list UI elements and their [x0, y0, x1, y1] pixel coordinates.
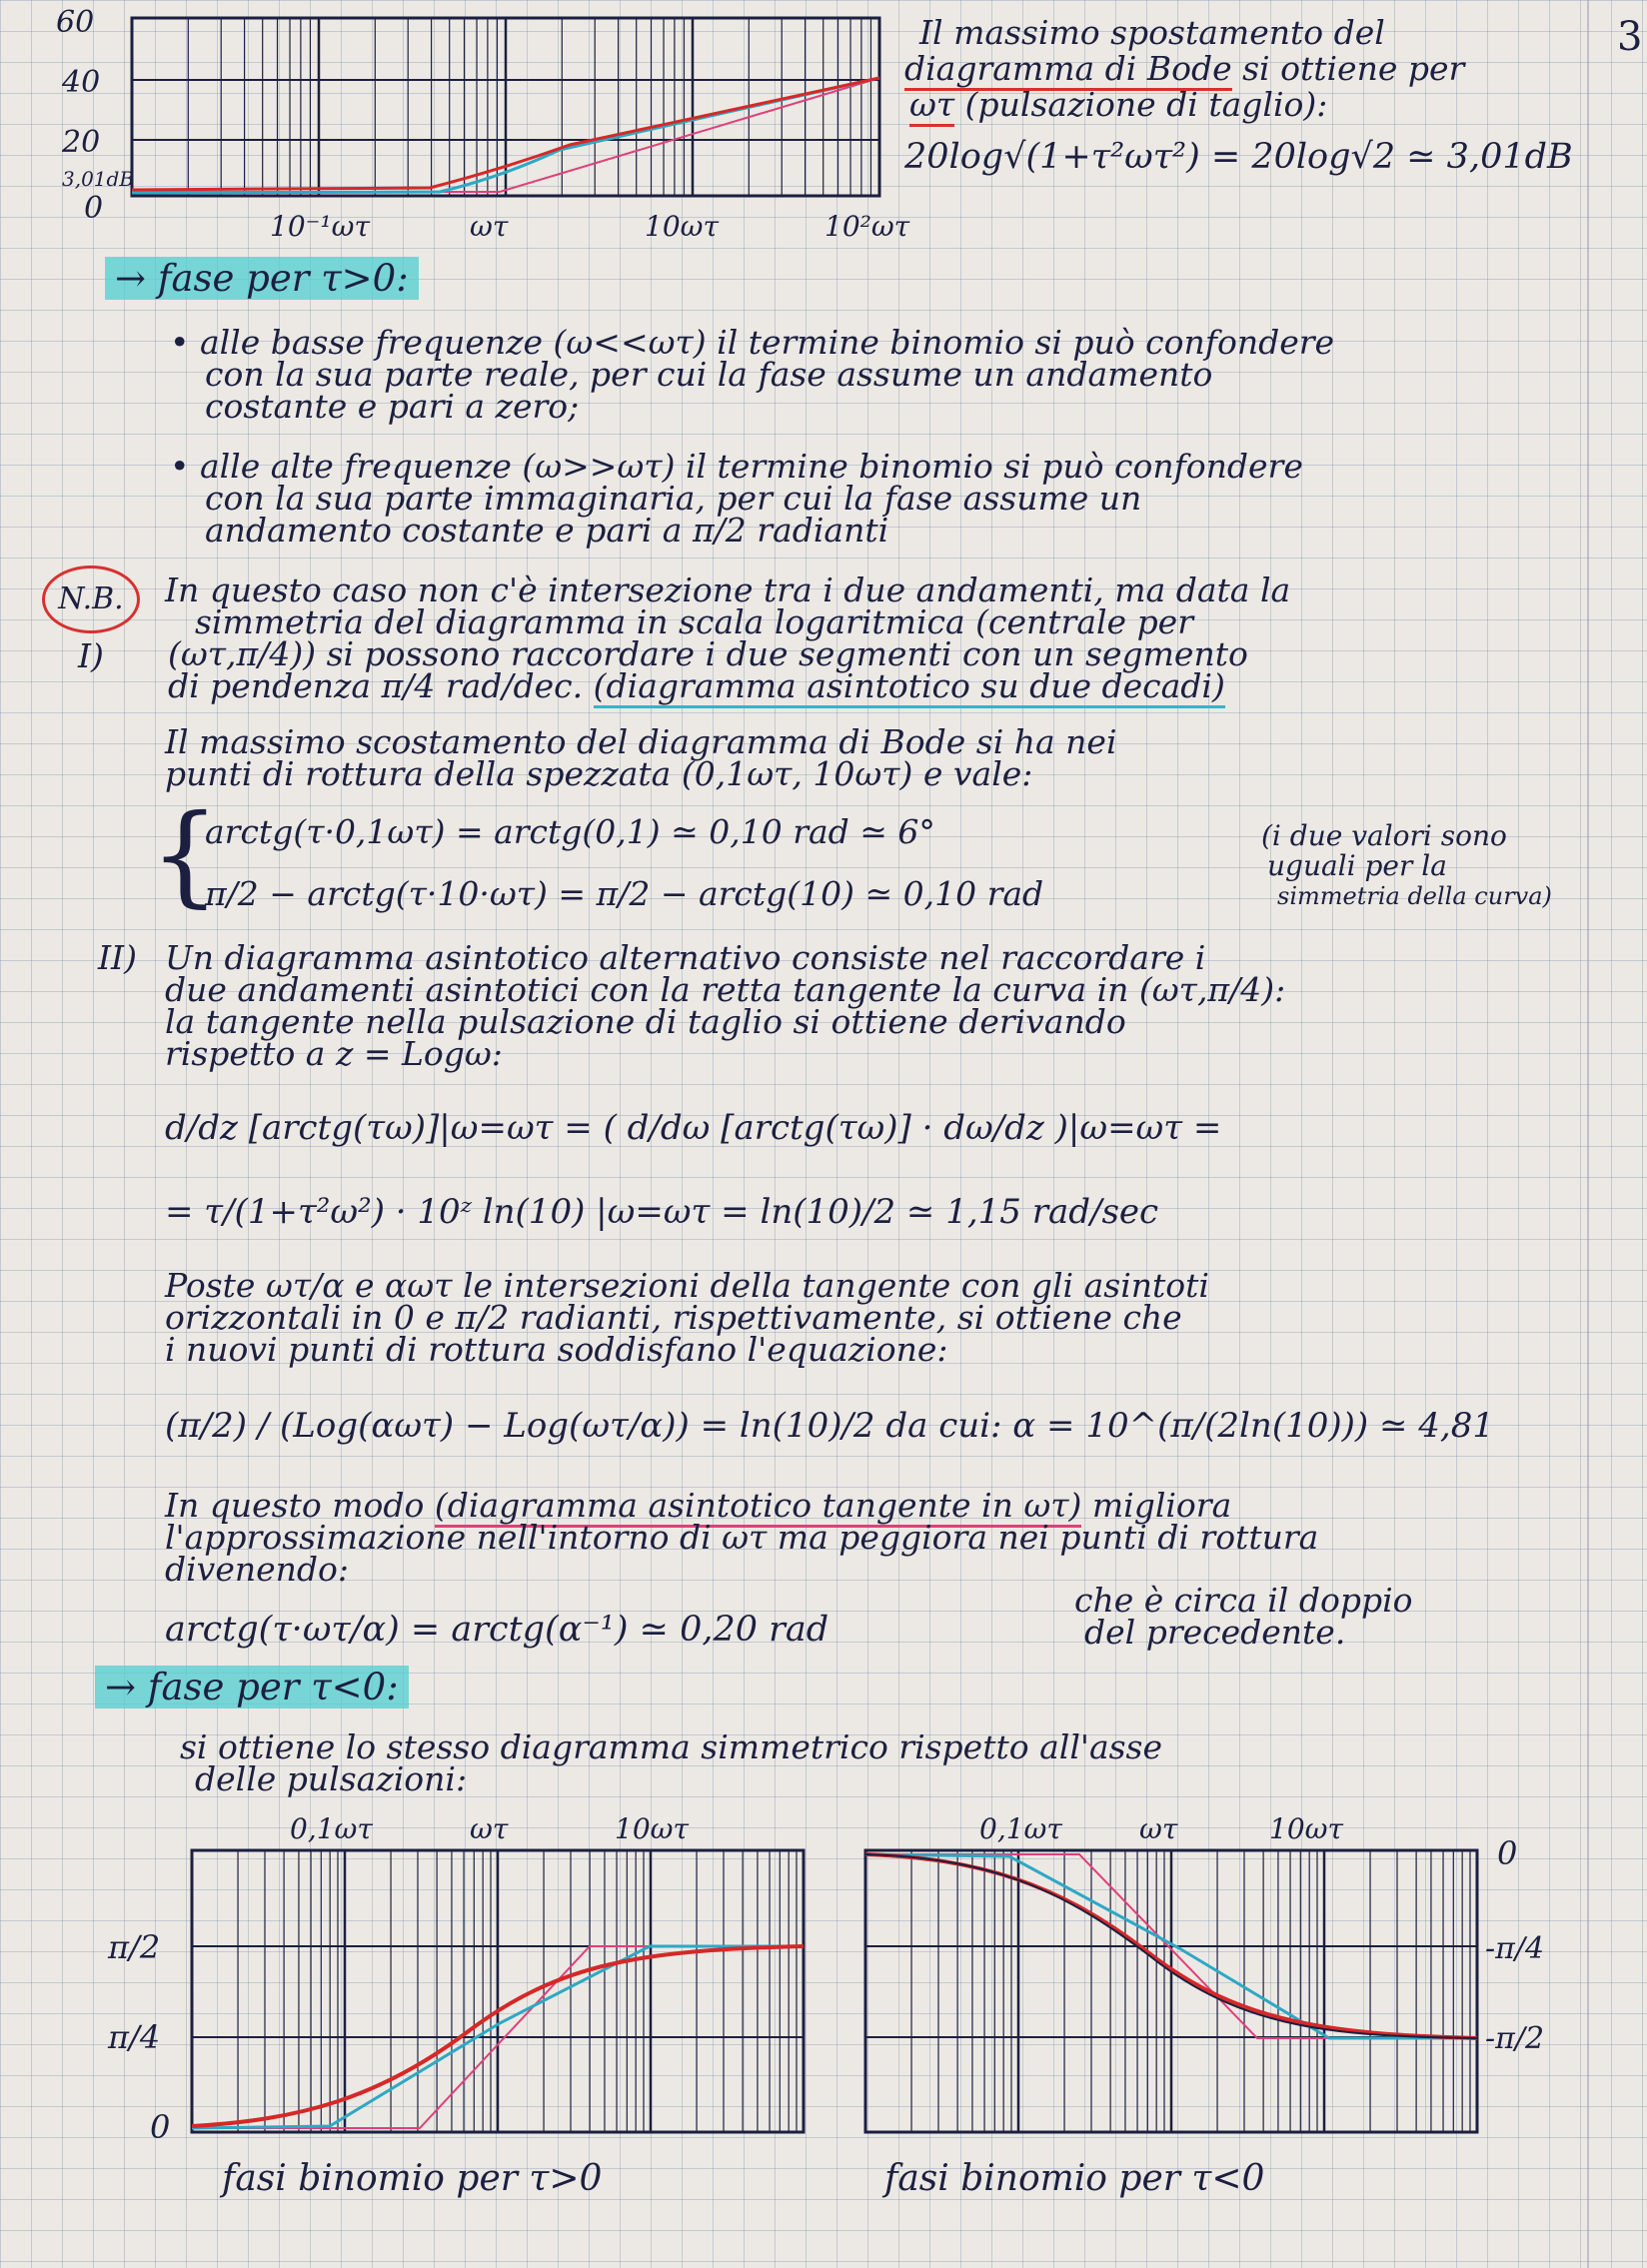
left-x-tick-10: 10ωτ [615, 1812, 689, 1845]
nb-line2: simmetria del diagramma in scala logaritmica (centrale per [195, 602, 1193, 641]
y-tick-60: 60 [56, 5, 95, 40]
right-caption: fasi binomio per τ<0 [884, 2158, 1265, 2199]
left-y-tick-pi-2: π/2 [108, 1928, 161, 1966]
maxdev-line2: punti di rottura della spezzata (0,1ωτ, 10ωτ) e vale: [165, 754, 1033, 793]
system-brace: { [150, 790, 220, 918]
y-tick-3db: 3,01dB [62, 167, 135, 191]
left-caption: fasi binomio per τ>0 [222, 2158, 603, 2199]
poste-line3: i nuovi punti di rottura soddisfano l'equazione: [165, 1330, 948, 1369]
final-equation: arctg(τ·ωτ/α) = arctg(α⁻¹) ≃ 0,20 rad [165, 1610, 829, 1650]
maxdev-eq1: arctg(τ·0,1ωτ) = arctg(0,1) ≃ 0,10 rad ≃ 6° [205, 812, 935, 851]
modo-line1: In questo modo (diagramma asintotico tangente in ωτ) migliora [165, 1489, 1231, 1523]
maxdev-line1: Il massimo scostamento del diagramma di Bode si ha nei [165, 722, 1117, 761]
y-tick-0: 0 [84, 191, 104, 226]
magnitude-plot [0, 0, 910, 250]
right-phase-grid [865, 1850, 1470, 2132]
bullet1-line2: con la sua parte reale, per cui la fase assume un andamento [205, 355, 1213, 394]
y-tick-40: 40 [62, 65, 101, 100]
bullet2-line3: andamento costante e pari a π/2 radianti [205, 511, 889, 550]
heading-fase-negative: → fase per τ<0: [95, 1671, 409, 1704]
magnitude-plot-grid [132, 18, 870, 196]
note-line-1: Il massimo spostamento del [919, 13, 1385, 52]
poste-line2: orizzontali in 0 e π/2 radianti, rispettivamente, si ottiene che [165, 1298, 1182, 1337]
poste-line1: Poste ωτ/α e αωτ le intersezioni della tangente con gli asintoti [165, 1266, 1209, 1305]
alt-line1: Un diagramma asintotico alternativo consiste nel raccordare i [165, 938, 1206, 977]
page-number: 3 [1617, 14, 1643, 60]
maxdev-side-note-2: uguali per la [1267, 849, 1447, 882]
roman-one: I) [78, 636, 104, 675]
roman-two: II) [98, 938, 137, 977]
right-y-tick-minus-pi-4: -π/4 [1485, 1931, 1545, 1966]
right-y-tick-minus-pi-2: -π/2 [1485, 2021, 1545, 2056]
alpha-equation: (π/2) / (Log(αωτ) − Log(ωτ/α)) = ln(10)/2 da cui: α = 10^(π/(2ln(10))) ≃ 4,81 [165, 1406, 1494, 1446]
derivative-eq1: d/dz [arctg(τω)]|ω=ωτ = ( d/dω [arctg(τω)] · dω/dz )|ω=ωτ = [165, 1108, 1222, 1148]
left-y-tick-pi-4: π/4 [108, 2018, 161, 2056]
x-tick-10: 10ωτ [645, 210, 719, 243]
final-note-1: che è circa il doppio [1074, 1581, 1413, 1620]
left-x-tick-0-1: 0,1ωτ [290, 1812, 373, 1845]
bullet2-line1: • alle alte frequenze (ω>>ωτ) il termine binomio si può confondere [170, 447, 1303, 486]
right-y-tick-0: 0 [1497, 1834, 1518, 1872]
modo-line2: l'approssimazione nell'intorno di ωτ ma peggiora nei punti di rottura [165, 1518, 1319, 1557]
right-x-tick-10: 10ωτ [1269, 1812, 1343, 1845]
note-formula: 20log√(1+τ²ωτ²) = 20log√2 ≃ 3,01dB [904, 137, 1573, 177]
x-tick-1: ωτ [470, 210, 509, 243]
derivative-eq2: = τ/(1+τ²ω²) · 10ᶻ ln(10) |ω=ωτ = ln(10)/2 ≃ 1,15 rad/sec [165, 1192, 1159, 1232]
alt-line2: due andamenti asintotici con la retta tangente la curva in (ωτ,π/4): [165, 970, 1286, 1009]
bullet2-line2: con la sua parte immaginaria, per cui la fase assume un [205, 479, 1142, 518]
left-y-tick-0: 0 [150, 2108, 171, 2146]
neg-line1: si ottiene lo stesso diagramma simmetrico rispetto all'asse [180, 1727, 1163, 1766]
bullet1-line1: • alle basse frequenze (ω<<ωτ) il termine binomio si può confondere [170, 323, 1335, 362]
alt-line4: rispetto a z = Logω: [165, 1034, 503, 1073]
y-tick-20: 20 [62, 125, 101, 160]
note-line-3: ωτ (pulsazione di taglio): [909, 88, 1327, 122]
x-tick-0-1: 10⁻¹ωτ [270, 210, 370, 243]
maxdev-side-note-3: simmetria della curva) [1277, 882, 1552, 910]
note-line-2: diagramma di Bode si ottiene per [904, 52, 1464, 86]
left-x-tick-1: ωτ [470, 1812, 509, 1845]
right-x-tick-0-1: 0,1ωτ [979, 1812, 1062, 1845]
x-tick-100: 10²ωτ [824, 210, 910, 243]
neg-line2: delle pulsazioni: [195, 1759, 468, 1798]
bullet1-line3: costante e pari a zero; [205, 387, 580, 426]
phase-plots [0, 1798, 1599, 2198]
nb-badge: N.B. [42, 566, 140, 633]
maxdev-side-note-1: (i due valori sono [1261, 819, 1507, 852]
left-phase-grid [192, 1850, 797, 2132]
maxdev-eq2: π/2 − arctg(τ·10·ωτ) = π/2 − arctg(10) ≃ 0,10 rad [205, 874, 1044, 913]
nb-line3: (ωτ,π/4)) si possono raccordare i due segmenti con un segmento [168, 634, 1248, 673]
modo-line3: divenendo: [165, 1550, 349, 1589]
heading-fase-positive: → fase per τ>0: [105, 262, 419, 296]
nb-line4: di pendenza π/4 rad/dec. (diagramma asintotico su due decadi) [168, 669, 1225, 703]
alt-line3: la tangente nella pulsazione di taglio si ottiene derivando [165, 1002, 1126, 1041]
nb-line1: In questo caso non c'è intersezione tra i due andamenti, ma data la [165, 570, 1291, 609]
right-x-tick-1: ωτ [1139, 1812, 1178, 1845]
final-note-2: del precedente. [1084, 1613, 1346, 1652]
